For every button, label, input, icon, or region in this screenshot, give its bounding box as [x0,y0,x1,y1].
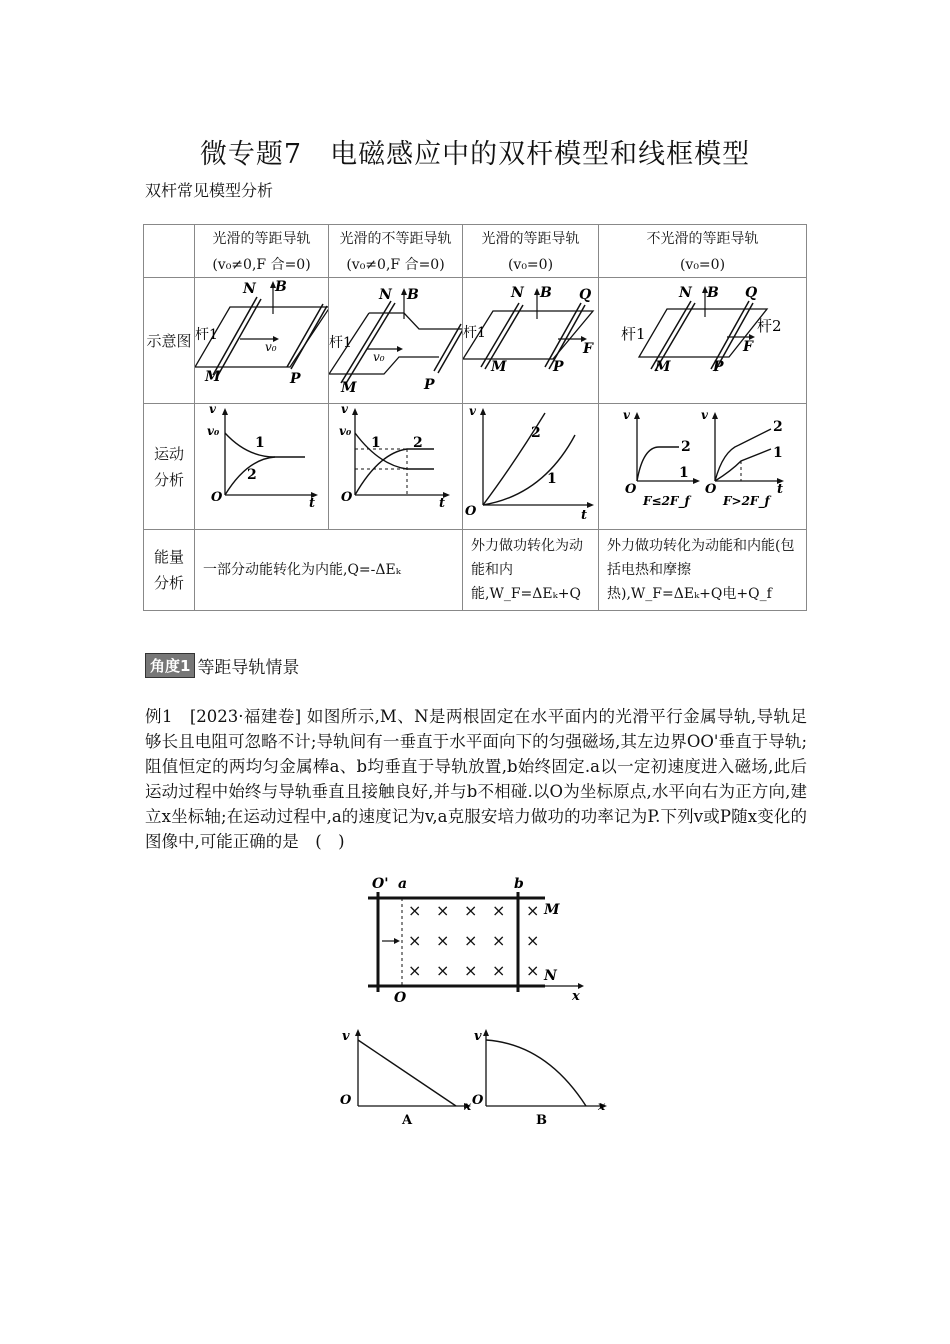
row-label-energy: 能量 分析 [144,530,195,611]
motion-graph-1 [195,404,329,530]
svg-text:×: × [526,961,540,980]
svg-text:O': O' [372,876,389,892]
svg-text:F>2F_f: F>2F_f [723,493,770,508]
svg-text:×: × [436,961,450,980]
diagram-1 [195,278,329,404]
svg-text:Q: Q [745,284,758,301]
svg-text:×: × [464,901,478,920]
double-rod-model-table [143,224,807,611]
svg-text:F≤2F_f: F≤2F_f [643,493,690,508]
option-a-graph [340,1029,472,1128]
svg-text:t: t [777,481,784,497]
svg-text:1: 1 [255,434,265,451]
svg-text:2: 2 [773,418,783,435]
angle-badge: 角度1 [145,653,195,678]
answer-options-figure [336,1024,626,1134]
svg-text:×: × [408,961,422,980]
svg-text:2: 2 [413,434,423,451]
svg-text:M: M [491,358,507,375]
svg-text:v: v [342,1029,350,1044]
svg-text:B: B [275,278,287,295]
diagram-3 [463,278,599,404]
svg-text:Q: Q [579,286,592,303]
svg-text:B: B [407,286,419,303]
svg-text:v₀: v₀ [265,339,277,354]
energy-cell-1-2: 一部分动能转化为内能,Q=-ΔEₖ [195,530,463,611]
svg-text:v₀: v₀ [207,423,220,438]
svg-text:v: v [623,407,630,422]
svg-text:2: 2 [531,424,541,441]
svg-text:1: 1 [547,470,557,487]
svg-text:杆1: 杆1 [463,324,486,341]
svg-text:v: v [701,407,708,422]
svg-text:M: M [341,379,357,396]
svg-text:N: N [544,968,557,984]
svg-text:杆1: 杆1 [329,334,352,351]
row-label-diagram: 示意图 [144,278,195,404]
magnetic-field-figure [360,872,590,1007]
example-problem [145,704,807,854]
svg-text:杆1: 杆1 [195,326,218,343]
svg-text:P: P [290,370,301,387]
svg-text:v₀: v₀ [339,423,352,438]
svg-text:F: F [583,340,593,357]
row-label-motion: 运动 分析 [144,404,195,530]
svg-text:M: M [205,368,221,385]
svg-text:N: N [511,284,524,301]
svg-text:P: P [424,376,435,393]
svg-text:x: x [598,1099,606,1113]
example-text: 如图所示,M、N是两根固定在水平面内的光滑平行金属导轨,导轨足够长且电阻可忽略不计;导轨间有一垂直于水平面向下的匀强磁场,其左边界OO'垂直于导轨;阻值恒定的两均匀金属棒a、b均垂直于导轨放置,b始终固定.a以一定初速度进入磁场,此后运动过程中始终与导轨垂直且接触良好,并与b不相碰.以O为坐标原点,水平向右为正方向,建立x坐标轴;在运动过程中,a的速度记为v,a克服安培力做功的功率记为P.下列v或P随x变化的图像中,可能正确的是 ( ) [145,707,807,851]
svg-text:O: O [472,1093,484,1108]
svg-text:O: O [341,489,353,505]
svg-text:×: × [408,931,422,950]
svg-text:O: O [211,489,223,505]
svg-text:O: O [340,1093,352,1108]
column-header-2: 光滑的不等距导轨 (v₀≠0,F 合=0) [329,225,463,278]
svg-text:O: O [625,481,637,497]
svg-text:×: × [526,931,540,950]
svg-text:N: N [379,286,392,303]
svg-text:杆1: 杆1 [621,324,646,343]
svg-text:M: M [544,902,560,918]
svg-text:v: v [209,404,216,416]
svg-text:×: × [436,931,450,950]
column-header-1: 光滑的等距导轨 (v₀≠0,F 合=0) [195,225,329,278]
svg-text:2: 2 [247,466,257,483]
diagram-2 [329,278,463,404]
svg-text:2: 2 [681,438,691,455]
svg-text:1: 1 [371,434,381,451]
svg-text:1: 1 [773,444,783,461]
svg-text:×: × [436,901,450,920]
svg-text:×: × [492,931,506,950]
svg-text:a: a [398,876,408,892]
svg-text:x: x [464,1099,472,1113]
svg-text:A: A [402,1113,413,1128]
svg-text:b: b [514,876,524,892]
svg-text:v: v [474,1029,482,1044]
svg-text:×: × [464,931,478,950]
angle-label: 等距导轨情景 [197,658,300,678]
svg-text:×: × [526,901,540,920]
svg-text:v: v [469,404,476,418]
page-title: 微专题7 电磁感应中的双杆模型和线框模型 [199,139,751,170]
motion-graph-4 [599,404,807,530]
svg-text:v: v [341,404,348,416]
svg-text:t: t [581,507,588,523]
svg-text:B: B [707,284,719,301]
svg-text:N: N [243,280,256,297]
option-b-graph [472,1029,607,1128]
svg-text:O: O [465,503,477,519]
motion-graph-2 [329,404,463,530]
svg-text:M: M [655,358,671,375]
column-header-4: 不光滑的等距导轨 (v₀=0) [599,225,807,278]
svg-text:×: × [492,901,506,920]
column-header-3: 光滑的等距导轨 (v₀=0) [463,225,599,278]
svg-text:P: P [713,358,724,375]
svg-text:×: × [464,961,478,980]
svg-text:O: O [394,990,407,1006]
svg-text:x: x [572,989,580,1004]
energy-cell-3: 外力做功转化为动能和内能,W_F=ΔEₖ+Q [463,530,599,611]
svg-text:B: B [536,1113,547,1128]
svg-text:O: O [705,481,717,497]
example-head: 例1 [2023·福建卷] [145,707,302,726]
svg-text:B: B [540,284,552,301]
energy-cell-4: 外力做功转化为动能和内能(包括电热和摩擦热),W_F=ΔEₖ+Q电+Q_f [599,530,807,611]
svg-text:杆2: 杆2 [757,316,782,335]
svg-text:N: N [679,284,692,301]
section-subtitle: 双杆常见模型分析 [145,181,274,200]
svg-text:P: P [553,358,564,375]
svg-text:F: F [743,338,753,355]
svg-text:v₀: v₀ [373,349,385,364]
svg-text:1: 1 [679,464,689,481]
svg-text:t: t [439,495,446,511]
angle-heading [145,653,299,678]
diagram-4 [599,278,807,404]
svg-text:×: × [408,901,422,920]
svg-text:×: × [492,961,506,980]
motion-graph-3 [463,404,599,530]
svg-text:t: t [309,495,316,511]
